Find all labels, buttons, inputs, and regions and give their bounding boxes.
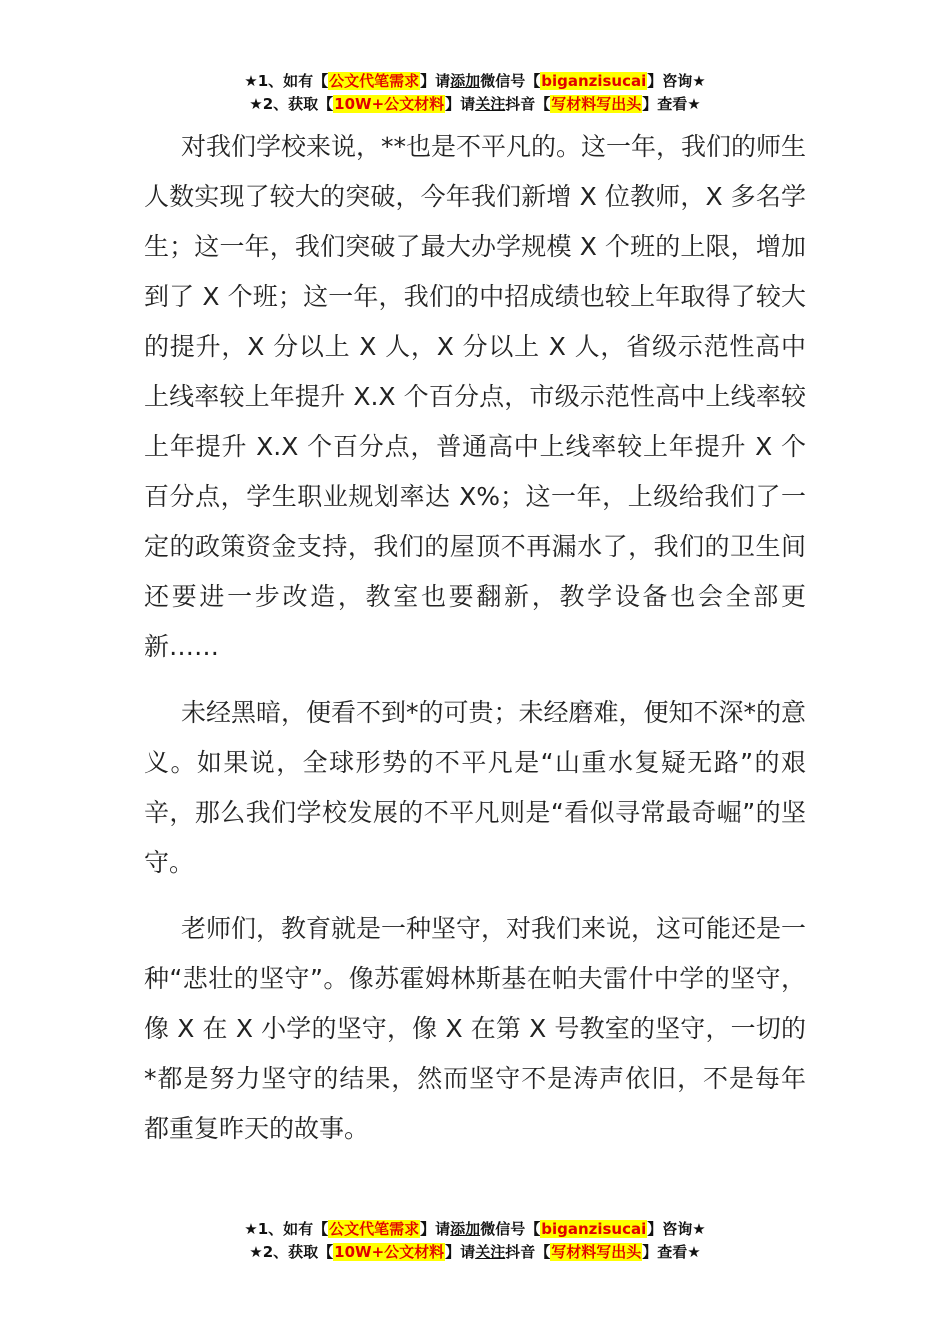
banner-text-underlined: 添加 [450, 1220, 481, 1238]
highlight-service: 公文代笔需求 [329, 1220, 420, 1238]
highlight-wechat-id: biganzisucai [541, 1220, 647, 1238]
banner-text: 】请 [420, 72, 451, 90]
banner-text: 1、如有【 [257, 1220, 329, 1238]
star-icon: ★ [244, 72, 258, 90]
banner-text-underlined: 关注 [475, 1243, 506, 1261]
footer-banner [0, 1218, 950, 1264]
highlight-wechat-id: biganzisucai [541, 72, 647, 90]
paragraph-1: 对我们学校来说，**也是不平凡的。这一年，我们的师生人数实现了较大的突破，今年我们新增 X 位教师，X 多名学生；这一年，我们突破了最大办学规模 X 个班的上限，增加到了 X 个班；这一年，我们的中招成绩也较上年取得了较大的提升，X 分以上 X 人，X 分以上 X 人，省级示范性高中上线率较上年提升 X.X 个百分点，市级示范性高中上线率较上年提升 X.X 个百分点，普通高中上线率较上年提升 X 个百分点，学生职业规划率达 X%；这一年，上级给我们了一定的政策资金支持，我们的屋顶不再漏水了，我们的卫生间还要进一步改造，教室也要翻新，教学设备也会全部更新…… [144, 132, 807, 661]
banner-text: 】请 [445, 1243, 476, 1261]
highlight-douyin-account: 写材料写出头 [551, 95, 642, 113]
highlight-douyin-account: 写材料写出头 [551, 1243, 642, 1261]
document-body [144, 122, 806, 1170]
banner-text: 1、如有【 [257, 72, 329, 90]
star-icon: ★ [692, 72, 706, 90]
banner-text: 2、获取【 [262, 1243, 334, 1261]
banner-text: 抖音【 [505, 1243, 551, 1261]
highlight-materials: 10W+公文材料 [334, 1243, 445, 1261]
star-icon: ★ [249, 95, 263, 113]
banner-text: 】请 [445, 95, 476, 113]
banner-line-1 [0, 70, 950, 93]
paragraph-3: 老师们，教育就是一种坚守，对我们来说，这可能还是一种“悲壮的坚守”。像苏霍姆林斯基在帕夫雷什中学的坚守，像 X 在 X 小学的坚守，像 X 在第 X 号教室的坚守，一切的*都是努力坚守的结果，然而坚守不是涛声依旧，不是每年都重复昨天的故事。 [144, 914, 807, 1143]
header-banner [0, 70, 950, 116]
banner-text-underlined: 添加 [450, 72, 481, 90]
banner-text-underlined: 关注 [475, 95, 506, 113]
highlight-materials: 10W+公文材料 [334, 95, 445, 113]
banner-text: 】查看 [642, 1243, 688, 1261]
banner-line-2 [0, 93, 950, 116]
banner-text: 微信号【 [480, 1220, 541, 1238]
banner-text: 2、获取【 [262, 95, 334, 113]
banner-text: 】查看 [642, 95, 688, 113]
star-icon: ★ [687, 95, 701, 113]
star-icon: ★ [244, 1220, 258, 1238]
star-icon: ★ [249, 1243, 263, 1261]
banner-text: 】咨询 [647, 72, 693, 90]
banner-line-1 [0, 1218, 950, 1241]
banner-line-2 [0, 1241, 950, 1264]
paragraph-2: 未经黑暗，便看不到*的可贵；未经磨难，便知不深*的意义。如果说，全球形势的不平凡是“山重水复疑无路”的艰辛，那么我们学校发展的不平凡则是“看似寻常最奇崛”的坚守。 [144, 698, 807, 877]
banner-text: 微信号【 [480, 72, 541, 90]
highlight-service: 公文代笔需求 [329, 72, 420, 90]
star-icon: ★ [692, 1220, 706, 1238]
banner-text: 】咨询 [647, 1220, 693, 1238]
star-icon: ★ [687, 1243, 701, 1261]
banner-text: 】请 [420, 1220, 451, 1238]
banner-text: 抖音【 [505, 95, 551, 113]
